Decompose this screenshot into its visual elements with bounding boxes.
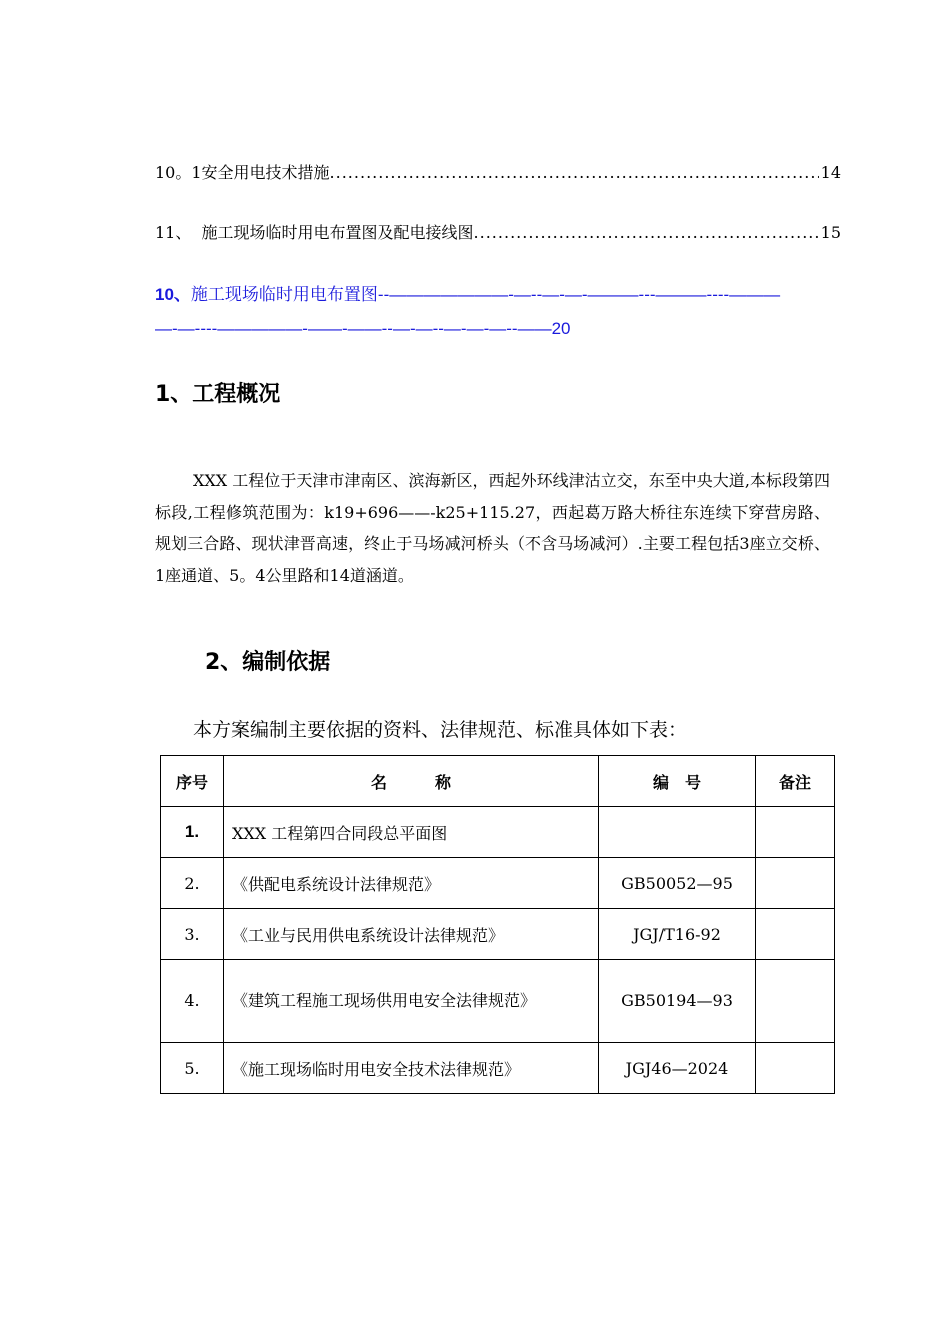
cell-no: 3. <box>161 909 224 960</box>
toc-link-line1: 施工现场临时用电布置图--———————-—--—-—-———---———----——— <box>190 285 781 304</box>
table-row <box>161 909 835 960</box>
toc-link-line2: —-—----—————-——-——--—-—--—-—-—--——20 <box>155 319 571 338</box>
toc-entry[interactable] <box>155 162 841 184</box>
cell-code: JGJ46—2024 <box>599 1043 756 1094</box>
table-row <box>161 858 835 909</box>
toc-entry[interactable] <box>155 222 841 244</box>
overview-paragraph: XXX 工程位于天津市津南区、滨海新区，西起外环线津沽立交，东至中央大道,本标段第四标段,工程修筑范围为：k19+696——-k25+115.27，西起葛万路大桥往东连续下穿营房路、规划三合路、现状津晋高速，终止于马场减河桥头（不含马场减河）.主要工程包括3座立交桥、1座通道、5。4公里路和14道涵道。 <box>155 471 830 585</box>
header-no: 序号 <box>161 756 224 807</box>
cell-no: 1. <box>161 807 224 858</box>
cell-no: 2. <box>161 858 224 909</box>
cell-code: JGJ/T16-92 <box>599 909 756 960</box>
toc-entry-page: 15 <box>820 223 841 242</box>
cell-code <box>599 807 756 858</box>
cell-no: 5. <box>161 1043 224 1094</box>
toc-link-number: 10、 <box>155 285 191 304</box>
cell-note <box>756 960 835 1043</box>
cell-note <box>756 1043 835 1094</box>
header-name: 名 称 <box>224 756 599 807</box>
section-heading-overview: 1、工程概况 <box>155 382 281 407</box>
section-heading-basis: 2、编制依据 <box>205 650 331 675</box>
cell-name: XXX 工程第四合同段总平面图 <box>224 807 599 858</box>
toc-entry-title: 11、 施工现场临时用电布置图及配电接线图 <box>155 223 474 242</box>
cell-name: 《供配电系统设计法律规范》 <box>224 858 599 909</box>
table-row <box>161 960 835 1043</box>
toc-leader-dots <box>474 222 819 244</box>
cell-code: GB50194—93 <box>599 960 756 1043</box>
basis-table <box>160 755 835 1094</box>
toc-entry-title: 10。1安全用电技术措施 <box>155 163 330 182</box>
toc-leader-dots <box>330 162 819 184</box>
cell-name: 《建筑工程施工现场供用电安全法律规范》 <box>224 960 599 1043</box>
header-note: 备注 <box>756 756 835 807</box>
cell-note <box>756 858 835 909</box>
header-code: 编 号 <box>599 756 756 807</box>
table-header-row <box>161 756 835 807</box>
toc-link-entry[interactable] <box>155 278 845 346</box>
cell-note <box>756 807 835 858</box>
table-row <box>161 1043 835 1094</box>
cell-code: GB50052—95 <box>599 858 756 909</box>
cell-name: 《施工现场临时用电安全技术法律规范》 <box>224 1043 599 1094</box>
basis-intro: 本方案编制主要依据的资料、法律规范、标准具体如下表： <box>193 719 688 741</box>
cell-note <box>756 909 835 960</box>
cell-no: 4. <box>161 960 224 1043</box>
cell-name: 《工业与民用供电系统设计法律规范》 <box>224 909 599 960</box>
table-row <box>161 807 835 858</box>
toc-entry-page: 14 <box>820 163 841 182</box>
